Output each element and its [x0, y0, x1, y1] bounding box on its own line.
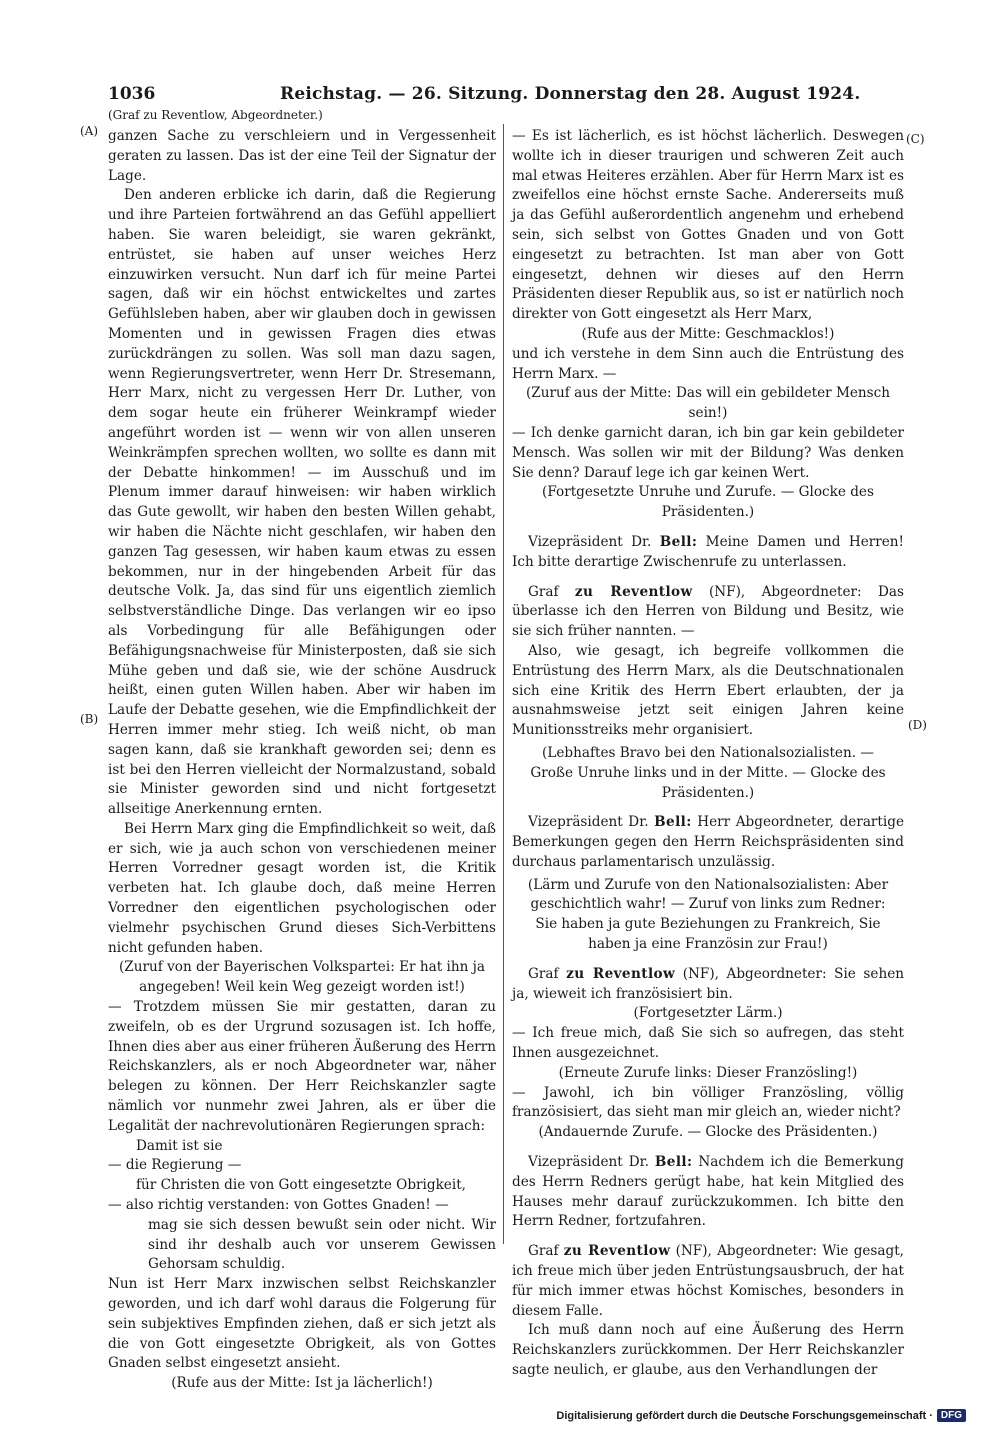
- interjection: (Andauernde Zurufe. — Glocke des Präsidenten.): [538, 1124, 878, 1141]
- paragraph: — Es ist lächerlich, es ist höchst lächerlich. Deswegen wollte ich in dieser traurigen und schweren Zeit auch mal etwas Heiteres erzählen. Aber für Herrn Marx ist es zweifellos eine höchst ernste Sache. Andererseits muß ja das Gefühl außerordentlich angenehm und erhebend sein, sich selbst von Gottes Gnaden und von Gott eingesetzt zu betrachten. Ist man aber von Gott eingesetzt, dehnen wir dieses auf den Herrn Präsidenten dieser Republik aus, so ist er natürlich noch direkter von Gott eingesetzt als Herr Marx,: [512, 128, 904, 323]
- interjection: (Fortgesetzte Unruhe und Zurufe. — Glocke des Präsidenten.): [542, 484, 874, 521]
- footer-text: Digitalisierung gefördert durch die Deutsche Forschungsgemeinschaft ·: [556, 1409, 933, 1422]
- speaker-title: Graf: [528, 583, 559, 600]
- speaker-title: Vizepräsident Dr.: [528, 814, 649, 831]
- interjection: (Rufe aus der Mitte: Ist ja lächerlich!): [171, 1375, 433, 1392]
- margin-mark-b: (B): [80, 712, 99, 726]
- speech-text: Herr Abgeordneter, derartige Bemerkungen gegen den Herrn Reichspräsidenten sind durchaus parlamentarisch unzulässig.: [512, 814, 904, 870]
- speech-vizepraesident: [512, 813, 904, 872]
- paragraph: Bei Herrn Marx ging die Empfindlichkeit so weit, daß er sich, wie ja auch schon von verschiedenen meiner Herren Vorredner gesagt worden ist, die Kritik verbeten hat. Ich glaube doch, daß meine Herren Vorredner den eigentlichen psychologischen oder vielmehr psychischen Grund dieses Sich-Verbittens nicht gefunden haben.: [108, 820, 496, 956]
- speaker-name: Bell:: [654, 1154, 693, 1171]
- speaker-name: zu Reventlow: [566, 965, 676, 982]
- speech-text: (NF), Abgeordneter: Das überlasse ich den Herren von Bildung und Besitz, wie sie sich früher nannten. —: [512, 583, 904, 640]
- speaker-title: Graf: [528, 965, 559, 982]
- speaker-note: (Graf zu Reventlow, Abgeordneter.): [108, 108, 323, 122]
- speech-text: Nachdem ich die Bemerkung des Herrn Redners gerügt habe, hat kein Mitglied des Hauses mehr darauf zurückzukommen. Ich bitte den Herrn Redner, fortzufahren.: [512, 1154, 904, 1230]
- speech-reventlow: [512, 583, 904, 642]
- column-divider: [503, 124, 504, 1244]
- paragraph: Den anderen erblicke ich darin, daß die Regierung und ihre Parteien fortwährend an das Gefühl appelliert haben. Sie waren beleidigt, sie waren gekränkt, entrüstet, sie haben auf unser weiches Herz einzuwirken versucht. Nun darf ich für meine Partei sagen, daß wir ein höchst entwickeltes und zartes Gefühlsleben haben, aber wir glauben doch in gewissen Momenten und in gewissen Fragen dies etwas zurückdrängen zu sollen. Was soll man dazu sagen, wenn Regierungsvertreter, wenn Herr Dr. Stresemann, Herr Marx, nicht zu vergessen Herr Dr. Luther, von dem sogar heute ein früherer Weinkrampf wieder angeführt worden ist — wenn wir von allen unseren Weinkrämpfen sprechen wollten, wo sollte es dann mit der Debatte hinkommen! — im Ausschuß und im Plenum immer darauf hinweisen: wir haben wirklich das Gute gewollt, wir haben den besten Willen gehabt, wir haben die Nächte nicht geschlafen, wir haben den ganzen Tag gesessen, wir haben kaum etwas zu essen bekommen, nur in der hingebenden Arbeit für das deutsche Volk. Ja, das sind für uns eigentlich ziemlich selbstverständliche Dinge. Das verlangen wir eo ipso als Vorbedingung für alle Befähigungen oder Befähigungsnachweise für Ministerposten, daß sie sich Mühe geben und daß sie, wie der schöne Ausdruck heißt, einen guten Willen haben. Aber wir haben im Laufe der Debatte gesehen, wie die Empfindlichkeit der Herren immer mehr stieg. Ich weiß nicht, ob man sagen kann, daß sie krankhaft geworden sei; denn es ist bei den Herren vielleicht der Normalzustand, sobald sie Minister geworden sind und nicht fortgesetzt allseitige Anerkennung ernten.: [108, 187, 496, 818]
- paragraph: — Jawohl, ich bin völliger Französling, völlig französisiert, das sieht man mir gleich an, wieder nicht?: [512, 1084, 904, 1121]
- quote-line: mag sie sich dessen bewußt sein oder nicht. Wir sind ihr deshalb auch vor unserem Gewissen Gehorsam schuldig.: [148, 1216, 496, 1273]
- paragraph: — Ich freue mich, daß Sie sich so aufregen, das steht Ihnen ausgezeichnet.: [512, 1025, 904, 1062]
- speaker-name: Bell:: [654, 814, 692, 831]
- speaker-title: Vizepräsident Dr.: [528, 1154, 649, 1171]
- interjection: (Fortgesetzter Lärm.): [633, 1005, 783, 1022]
- interjection: (Rufe aus der Mitte: Geschmacklos!): [581, 325, 835, 342]
- speech-text: (NF), Abgeordneter: Wie gesagt, ich freue mich über jeden Entrüstungsausbruch, der hat für mich immer etwas höchst Komisches, besonders in diesem Falle.: [512, 1243, 905, 1319]
- speech-vizepraesident: [512, 533, 904, 573]
- running-head: Reichstag. — 26. Sitzung. Donnerstag den 28. August 1924.: [280, 84, 861, 104]
- speaker-name: zu Reventlow: [563, 1243, 671, 1260]
- interjection: (Lebhaftes Bravo bei den Nationalsozialisten. — Große Unruhe links und in der Mitte. — Glocke des Präsidenten.): [530, 744, 886, 801]
- margin-mark-d: (D): [908, 718, 927, 732]
- speech-text: (NF), Abgeordneter: Sie sehen ja, wieweit ich französisiert bin.: [512, 965, 905, 1002]
- speech-reventlow: [512, 965, 904, 1005]
- speaker-name: zu Reventlow: [574, 583, 693, 600]
- margin-mark-a: (A): [80, 124, 99, 138]
- quote-aside: — also richtig verstanden: von Gottes Gnaden! —: [108, 1197, 449, 1214]
- right-column: [512, 127, 904, 1381]
- quote-line: für Christen die von Gott eingesetzte Obrigkeit,: [136, 1177, 466, 1194]
- left-column: [108, 127, 496, 1394]
- speech-text: Meine Damen und Herren! Ich bitte derartige Zwischenrufe zu unterlassen.: [512, 533, 905, 570]
- quote-line: Damit ist sie: [136, 1137, 223, 1154]
- paragraph: — Trotzdem müssen Sie mir gestatten, daran zu zweifeln, ob es der Urgrund sozusagen ist. Ich hoffe, Ihnen dies aber aus einer früheren Äußerung des Herrn Reichskanzlers, als er noch Abgeordneter war, näher belegen zu können. Der Herr Reichskanzler sagte nämlich vor nunmehr zwei Jahren, als er über die Legalität der nachrevolutionären Regierungen sprach:: [108, 999, 496, 1134]
- speaker-title: Graf: [528, 1243, 559, 1260]
- interjection: (Lärm und Zurufe von den Nationalsozialisten: Aber geschichtlich wahr! — Zuruf von links zum Redner: Sie haben ja gute Beziehungen zu Frankreich, Sie haben ja eine Französin zur Frau!): [527, 876, 889, 953]
- paragraph: ganzen Sache zu verschleiern und in Vergessenheit geraten zu lassen. Das ist der eine Teil der Signatur der Lage.: [108, 128, 496, 184]
- footer: [556, 1409, 966, 1422]
- paragraph: Also, wie gesagt, ich begreife vollkommen die Entrüstung des Herrn Marx, als die Deutschnationalen sich eine Kritik des Herrn Ebert erlaubten, der ja ausnahmsweise jetzt seit einigen Jahren keine Munitionsstreiks mehr organisiert.: [512, 642, 904, 739]
- quote-aside: — die Regierung —: [108, 1157, 242, 1174]
- paragraph: Nun ist Herr Marx inzwischen selbst Reichskanzler geworden, und ich darf wohl daraus die Folgerung für sein subjektives Empfinden ziehen, daß er sich jetzt als die von Gott eingesetzte Obrigkeit, als von Gottes Gnaden selbst eingesetzt ansieht.: [108, 1276, 496, 1372]
- dfg-logo-icon: DFG: [937, 1409, 966, 1422]
- interjection: (Zuruf von der Bayerischen Volkspartei: Er hat ihn ja angegeben! Weil kein Weg gezeigt worden ist!): [118, 959, 485, 996]
- margin-mark-c: (C): [906, 132, 925, 146]
- paragraph: Ich muß dann noch auf eine Äußerung des Herrn Reichskanzlers zurückkommen. Der Herr Reichskanzler sagte neulich, er glaube, aus den Verhandlungen der: [512, 1322, 904, 1379]
- speaker-name: Bell:: [659, 533, 698, 550]
- page-number: 1036: [108, 84, 156, 104]
- speech-reventlow: [512, 1242, 904, 1321]
- interjection: (Erneute Zurufe links: Dieser Französling!): [558, 1064, 858, 1081]
- speaker-title: Vizepräsident Dr.: [528, 533, 652, 550]
- speech-vizepraesident: [512, 1153, 904, 1232]
- paragraph: — Ich denke garnicht daran, ich bin gar kein gebildeter Mensch. Was sollen wir mit der Bildung? Was denken Sie denn? Darauf lege ich gar keinen Wert.: [512, 424, 904, 481]
- paragraph: und ich verstehe in dem Sinn auch die Entrüstung des Herrn Marx. —: [512, 345, 904, 382]
- interjection: (Zuruf aus der Mitte: Das will ein gebildeter Mensch sein!): [525, 385, 891, 422]
